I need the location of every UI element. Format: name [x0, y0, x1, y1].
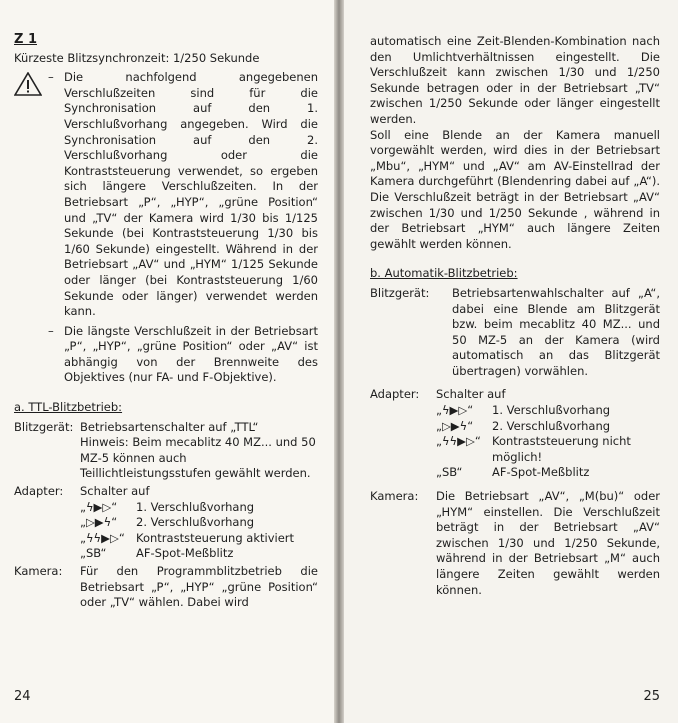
list-item — [436, 403, 660, 419]
list-item — [436, 465, 660, 481]
switch-code: „ϟϟ▶▷“ — [80, 530, 125, 545]
row-label: Blitzgerät: — [370, 285, 430, 300]
section-a-heading: a. TTL-Blitzbetrieb: — [14, 400, 123, 415]
switch-text: AF-Spot-Meßblitz — [136, 546, 234, 561]
list-item — [80, 500, 318, 516]
book-gutter — [334, 0, 344, 723]
switch-text: 1. Verschlußvorhang — [136, 499, 255, 514]
list-item — [80, 515, 318, 531]
list-item — [80, 531, 318, 547]
page-number: 25 — [643, 689, 660, 705]
kamera-row — [370, 489, 660, 598]
list-item — [436, 419, 660, 435]
row-label: Adapter: — [14, 484, 64, 499]
paragraph: automatisch eine Zeit-Blenden-Kombination nach den Umlichtverhältnissen eingestellt. Die Verschlußzeit kann zwischen 1/30 und 1/250 Sekunde betragen oder in der Betriebsart „TV“ zwischen 1/250 Sekunde oder länger eingestellt werden. — [370, 34, 660, 126]
list-item — [80, 546, 318, 562]
switch-code: „ϟϟ▶▷“ — [436, 434, 481, 449]
row-text: Schalter auf — [80, 484, 150, 499]
section-heading: Z 1 — [14, 32, 37, 47]
warning-triangle-icon — [14, 70, 48, 386]
switch-code: „▷▶ϟ“ — [436, 418, 474, 433]
bullet-text: Die nachfolgend angegebenen Verschlußzeiten sind für die Synchronisation auf den 1. Verschlußvorhang angegeben. Wird die Synchronisation auf den 2. Verschlußvorhang oder die Kontraststeuerung verwendet, so ergeben sich längere Verschlußzeiten. In der Betriebsart „P“, „HYP“, „grüne Position“ und „TV“ der Kamera wird 1/30 bis 1/125 Sekunde (bei Kontraststeuerung 1/30 bis 1/60 Sekunde) eingestellt. Während in der Betriebsart „AV“ und „HYM“ 1/125 Sekunde oder länger (bei Kontraststeuerung 1/60 Sekunde oder länger) verwendet werden kann. — [64, 70, 318, 319]
switch-code: „ϟ▶▷“ — [436, 403, 474, 418]
row-label: Kamera: — [14, 564, 63, 578]
list-item: – Die nachfolgend angegebenen Verschlußzeiten sind für die Synchronisation auf den 1. Verschlußvorhang angegeben. Wird die Synchronisation auf den 2. Verschlußvorhang oder die Kontraststeuerung verwendet, so ergeben sich längere Verschlußzeiten. In der Betriebsart „P“, „HYP“, „grüne Position“ und „TV“ der Kamera wird 1/30 bis 1/125 Sekunde (bei Kontraststeuerung 1/30 bis 1/60 Sekunde) eingestellt. Während in der Betriebsart „AV“ und „HYM“ 1/125 Sekunde oder länger (bei Kontraststeuerung 1/60 Sekunde oder länger) verwendet werden kann. — [48, 70, 318, 319]
switch-code: „SB“ — [436, 465, 463, 480]
row-hint: Hinweis: Beim mecablitz 40 MZ... und 50 MZ-5 können auch Teillichtleistungsstufen gewählt werden. — [80, 435, 316, 481]
switch-text: 2. Verschlußvorhang — [492, 418, 611, 433]
switch-text: Kontraststeuerung aktiviert — [136, 530, 295, 545]
list-item: – Die längste Verschlußzeit in der Betriebsart „P“, „HYP“, „grüne Position“ oder „AV“ ist abhängig von der Brennweite des Objektives (nur FA- und F-Objektive). — [48, 323, 318, 385]
right-page — [344, 0, 678, 723]
warning-block — [14, 70, 318, 386]
switch-text: Kontraststeuerung nicht möglich! — [492, 434, 631, 464]
row-text: Betriebsartenwahlschalter auf „A“, dabei eine Blende am Blitzgerät bzw. beim mecablitz 40 MZ... und 50 MZ-5 an der Kamera (wird automatisch an das Blitzgerät übertragen) vorwählen. — [452, 285, 660, 378]
kamera-row — [14, 564, 318, 611]
switch-text: AF-Spot-Meßblitz — [492, 465, 590, 480]
blitzgeraet-row — [370, 286, 660, 380]
list-item — [436, 434, 660, 465]
row-label: Kamera: — [370, 489, 419, 504]
row-text: Schalter auf — [436, 387, 506, 402]
adapter-row — [14, 484, 318, 562]
row-label: Adapter: — [370, 387, 420, 402]
row-label: Blitzgerät: — [14, 419, 74, 434]
section-b-heading: b. Automatik-Blitzbetrieb: — [370, 266, 518, 281]
switch-code: „SB“ — [80, 546, 107, 561]
switch-code: „▷▶ϟ“ — [80, 515, 118, 530]
switch-code: „ϟ▶▷“ — [80, 499, 118, 514]
row-text: Betriebsartenschalter auf „TTL“ — [80, 419, 259, 434]
adapter-row — [370, 387, 660, 481]
switch-text: 1. Verschlußvorhang — [492, 403, 611, 418]
paragraph: Soll eine Blende an der Kamera manuell vorgewählt werden, wird dies in der Betriebsart „Mbu“, „HYM“ und „AV“ am AV-Einstellrad der Kamera durchgeführt (Blendenring dabei auf „A“). Die Verschlußzeit beträgt in der Betriebsart „AV“ zwischen 1/30 und 1/250 Sekunde , während in der Betriebsart „HYM“ auch längere Zeiten gewählt werden können. — [370, 127, 660, 251]
sync-time-intro: Kürzeste Blitzsynchronzeit: 1/250 Sekunde — [14, 50, 260, 65]
row-text: Für den Programmblitzbetrieb die Betriebsart „P“, „HYP“ „grüne Position“ oder „TV“ wählen. Dabei wird — [80, 564, 318, 610]
bullet-text: Die längste Verschlußzeit in der Betriebsart „P“, „HYP“, „grüne Position“ oder „AV“ ist abhängig von der Brennweite des Objektives (nur FA- und F-Objektive). — [64, 323, 318, 385]
blitzgeraet-row — [14, 420, 318, 482]
row-text: Die Betriebsart „AV“, „M(bu)“ oder „HYM“ einstellen. Die Verschlußzeit beträgt in der Betriebsart „AV“ zwischen 1/30 und 1/250 Sekunde, während in der Betriebsart „M“ auch längere Zeiten gewählt werden können. — [436, 489, 660, 597]
left-page — [0, 0, 334, 723]
switch-text: 2. Verschlußvorhang — [136, 515, 255, 530]
page-number: 24 — [14, 689, 31, 705]
